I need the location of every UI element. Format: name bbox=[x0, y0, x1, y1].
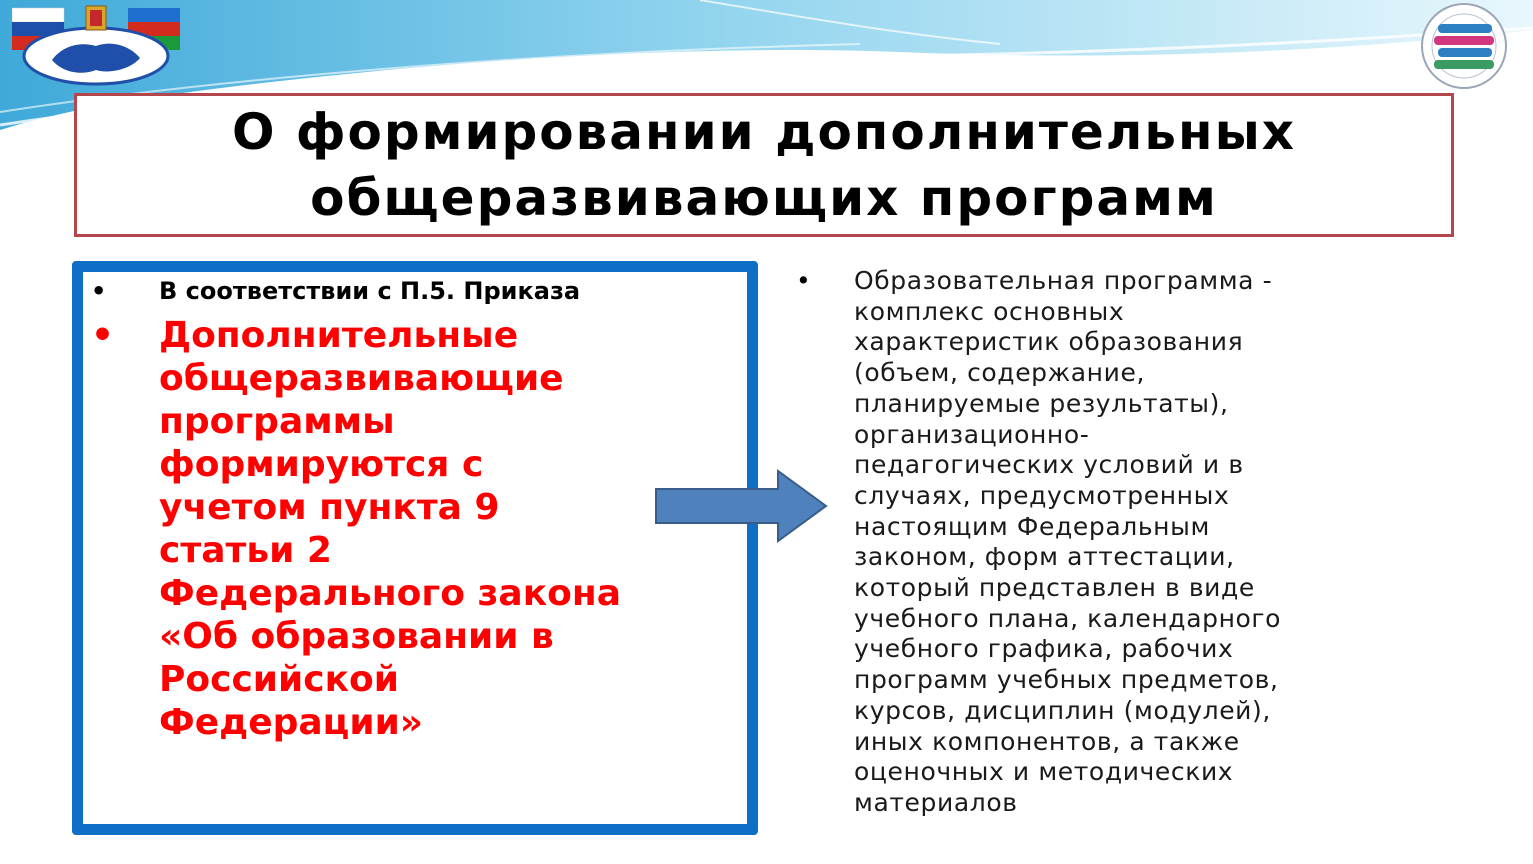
bullet-text: В соответствии с П.5. Приказа bbox=[159, 277, 581, 305]
definition-text: Образовательная программа - комплекс основных характеристик образования (объем, содержание, планируемые результаты), организационно- педагогических условий и в случаях, предусмотренных настоящим Федеральным законом, форм аттестации, который представлен в виде учебного плана, календарного учебного графика, рабочих программ учебных предметов, курсов, дисциплин (модулей), иных компонентов, а также оценочных и методических материалов bbox=[854, 266, 1282, 817]
bullet-text: Дополнительные общеразвивающие программы формируются с учетом пункта 9 статьи 2 Федерального закона «Об образовании в Российской Федерации» bbox=[159, 315, 622, 743]
slide-title: О формировании дополнительных общеразвивающих программ bbox=[231, 103, 1297, 227]
title-box bbox=[74, 93, 1454, 237]
bullet-marker: • bbox=[91, 315, 115, 356]
books-institute-seal-icon bbox=[1398, 2, 1528, 90]
bullet-marker: • bbox=[91, 277, 107, 305]
krasnodar-region-emblem-icon bbox=[12, 4, 180, 86]
right-arrow-icon bbox=[654, 469, 828, 543]
bullet-marker: • bbox=[796, 266, 812, 295]
left-panel bbox=[72, 261, 758, 835]
